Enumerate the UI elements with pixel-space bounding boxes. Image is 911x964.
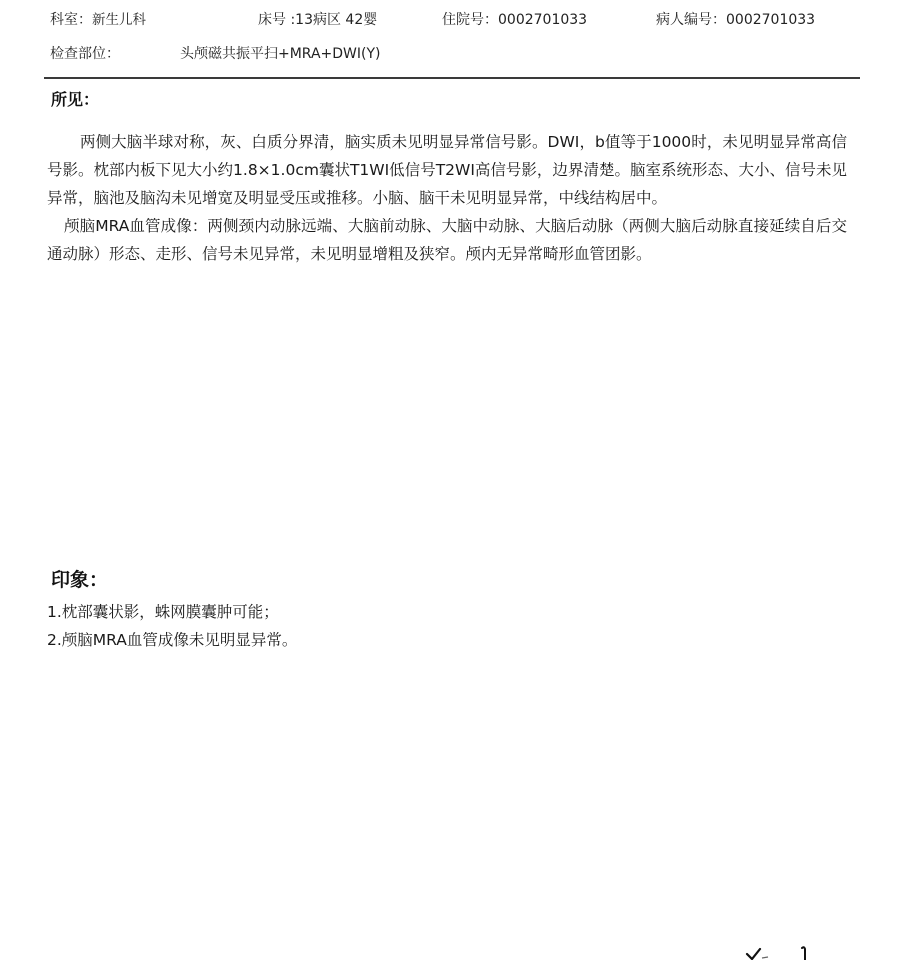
patient-id-value: 0002701033 <box>726 12 816 28</box>
findings-body <box>47 128 847 268</box>
patient-id-field <box>656 11 815 29</box>
findings-title: 所见： <box>51 90 100 109</box>
impression-list <box>47 598 297 654</box>
patient-id-label: 病人编号： <box>656 12 726 28</box>
exam-site-label: 检查部位： <box>50 46 120 62</box>
admission-number-label: 住院号： <box>442 12 498 28</box>
findings-paragraph-mra-text: 颅脑MRA血管成像：两侧颈内动脉远端、大脑前动脉、大脑中动脉、大脑后动脉（两侧大脑后动脉直接延续自后交通动脉）形态、走形、信号未见异常，未见明显增粗及狭窄。颅内无异常畸形血管团影。 <box>47 217 847 263</box>
department-label: 科室： <box>50 12 92 28</box>
admission-number-field <box>442 11 587 29</box>
findings-paragraph-mra <box>47 212 847 268</box>
department-value: 新生儿科 <box>92 12 146 28</box>
admission-number-value: 0002701033 <box>498 12 588 28</box>
department-field <box>50 11 146 29</box>
impression-item: 2.颅脑MRA血管成像未见明显异常。 <box>47 631 298 649</box>
impression-title: 印象： <box>51 569 109 591</box>
impression-item: 1.枕部囊状影，蛛网膜囊肿可能； <box>47 603 279 621</box>
bed-value: 13病区 42婴 <box>295 12 378 28</box>
header-divider <box>44 77 860 79</box>
bed-label: 床号 : <box>258 12 296 28</box>
exam-site-value: 头颅磁共振平扫+MRA+DWI(Y) <box>180 46 381 62</box>
findings-paragraph-brain <box>47 128 847 212</box>
findings-paragraph-brain-text: 两侧大脑半球对称，灰、白质分界清，脑实质未见明显异常信号影。DWI，b值等于1000时，未见明显异常高信号影。枕部内板下见大小约1.8×1.0cm囊状T1WI低信号T2WI高信号影，边界清楚。脑室系统形态、大小、信号未见异常，脑池及脑沟未见增宽及明显受压或推移。小脑、脑干未见明显异常，中线结构居中。 <box>47 133 847 207</box>
bed-field <box>258 11 377 29</box>
handwritten-signature-icon <box>740 940 820 960</box>
